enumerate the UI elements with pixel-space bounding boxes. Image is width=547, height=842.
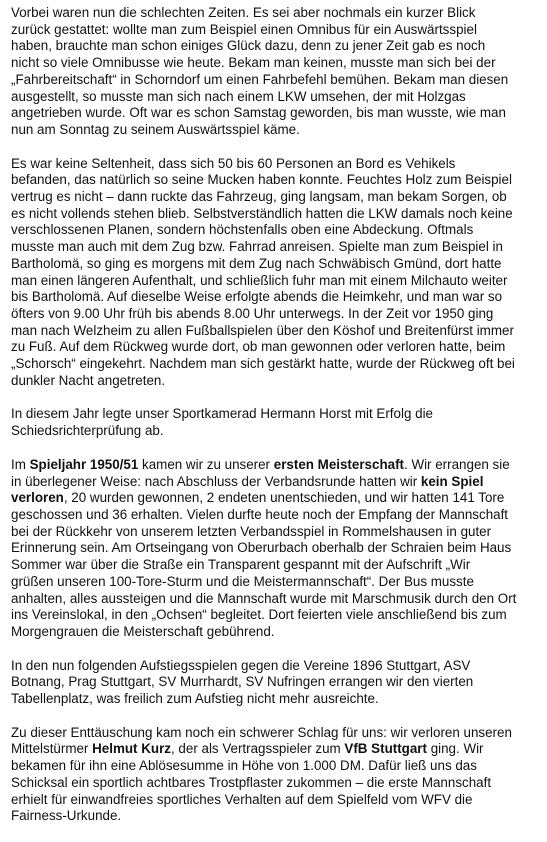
text-line: [11, 540, 541, 557]
text-segment: , der als Vertragsspieler zum: [170, 741, 345, 757]
text-segment: In diesem Jahr legte unser Sportkamerad Hermann Horst mit Erfolg die: [11, 406, 433, 422]
text-line: [11, 574, 541, 591]
text-segment: vertrug es nicht – dann ruckte das Fahrzeug, ging langsam, man bekam Sorgen, ob: [11, 189, 507, 205]
text-segment: Schicksal ein sportlich achtbares Trostpflaster zukommen – die erste Mannschaft: [11, 774, 492, 790]
text-line: [11, 156, 541, 173]
text-line: [11, 89, 541, 106]
text-line: [11, 323, 541, 340]
text-paragraph: [11, 5, 541, 139]
text-line: [11, 624, 541, 641]
text-segment: Tabellenplatz, was freilich zum Aufstieg nicht mehr ausreichte.: [11, 691, 379, 707]
text-line: [11, 105, 541, 122]
text-line: [11, 775, 541, 792]
text-segment: angetrieben wurde. Oft war es schon Samstag geworden, bis man wusste, wie man: [11, 105, 506, 121]
text-segment: bekamen für ihn eine Ablösesumme in Höhe von 1.000 DM. Dafür ließ uns das: [11, 758, 477, 774]
text-segment: Botnang, Prag Stuttgart, SV Murrhardt, SV Nufringen errangen wir den vierten: [11, 674, 474, 690]
text-segment: zurück gestattet: wollte man zum Beispiel einen Omnibus für ein Auswärtsspiel: [11, 21, 477, 37]
text-segment: Bartholomä, so ging es morgens mit dem Zug nach Schwäbisch Gmünd, dort hatte: [11, 255, 502, 271]
text-line: [11, 607, 541, 624]
text-line: [11, 591, 541, 608]
text-line: [11, 206, 541, 223]
bold-text-segment: ersten Meisterschaft: [273, 456, 404, 472]
text-line: [11, 222, 541, 239]
text-segment: „Fahrbereitschaft“ in Schorndorf um einen Fahrbefehl bemühen. Bekam man diesen: [11, 71, 509, 87]
text-segment: nun am Sonntag zu seinem Auswärtsspiel käme.: [11, 121, 300, 137]
text-segment: in überlegener Weise: nach Abschluss der Verbandsrunde hatten wir: [11, 473, 421, 489]
text-line: [11, 189, 541, 206]
text-segment: ins Vereinslokal, in den „Ochsen“ begleitet. Dort feierten viele anschließend bis zum: [11, 607, 507, 623]
text-segment: kamen wir zu unserer: [138, 456, 274, 472]
text-segment: Vorbei waren nun die schlechten Zeiten. Es sei aber nochmals ein kurzer Blick: [11, 5, 476, 20]
text-line: [11, 289, 541, 306]
text-segment: öfters von 9.00 Uhr früh bis abends 8.00 Uhr unterwegs. In der Zeit vor 1950 ging: [11, 305, 494, 321]
text-line: [11, 658, 541, 675]
text-line: [11, 808, 541, 825]
bold-text-segment: verloren: [11, 490, 64, 506]
text-line: [11, 474, 541, 491]
text-segment: es nicht vollends stehen blieb. Selbstverständlich hatten die LKW damals noch keine: [11, 205, 513, 221]
text-segment: Mittelstürmer: [11, 741, 93, 757]
text-line: [11, 557, 541, 574]
text-line: [11, 406, 541, 423]
text-segment: Im: [11, 456, 30, 472]
bold-text-segment: Helmut Kurz: [92, 741, 171, 757]
text-segment: Sommer war über die Straße ein Transparent gespannt mit der Aufschrift „Wir: [11, 557, 471, 573]
text-segment: geschossen und 36 erhalten. Vielen durfte heute noch der Empfang der Mannschaft: [11, 506, 509, 522]
text-segment: , 20 wurden gewonnen, 2 endeten unentschieden, und wir hatten 141 Tore: [63, 490, 505, 506]
text-line: [11, 122, 541, 139]
text-segment: ging. Wir: [426, 741, 484, 757]
text-paragraph: [11, 725, 541, 825]
document-page: [11, 5, 541, 842]
text-segment: bei der Rückkehr von unserem letzten Verbandsspiel in Rommelshausen in guter: [11, 523, 492, 539]
text-paragraph: [11, 156, 541, 390]
text-segment: erhielt für einwandfreies sportliches Verhalten auf dem Spielfeld vom WFV die: [11, 791, 473, 807]
text-segment: haben, brauchte man schon einiges Glück dazu, denn zu jener Zeit gab es noch: [11, 38, 486, 54]
text-line: [11, 172, 541, 189]
text-segment: Morgengrauen die Meisterschaft gebührend.: [11, 623, 275, 639]
text-paragraph: [11, 658, 541, 708]
text-segment: „Schorsch“ eingekehrt. Nachdem man sich gestärkt hatte, wurde der Rückweg oft bei: [11, 356, 515, 372]
text-line: [11, 256, 541, 273]
text-paragraph: [11, 406, 541, 439]
text-segment: Fairness-Urkunde.: [11, 808, 122, 824]
text-segment: Zu dieser Enttäuschung kam noch ein schwerer Schlag für uns: wir verloren unseren: [11, 724, 512, 740]
text-segment: grüßen unseren 100-Tore-Sturm und die Meistermannschaft“. Der Bus musste: [11, 573, 474, 589]
text-line: [11, 239, 541, 256]
text-line: [11, 356, 541, 373]
text-segment: Erinnerung sein. Am Ortseingang von Oberurbach oberhalb der Schraien beim Haus: [11, 540, 512, 556]
text-line: [11, 423, 541, 440]
text-line: [11, 373, 541, 390]
text-line: [11, 38, 541, 55]
text-line: [11, 55, 541, 72]
text-segment: verschlossenen Planen, sondern höchstenfalls oben eine Abdeckung. Oftmals: [11, 222, 474, 238]
text-segment: bis Bartholomä. Auf dieselbe Weise erfolgte abends die Heimkehr, und man war so: [11, 289, 503, 305]
text-line: [11, 758, 541, 775]
text-line: [11, 674, 541, 691]
text-line: [11, 72, 541, 89]
text-line: [11, 725, 541, 742]
text-line: [11, 22, 541, 39]
text-line: [11, 524, 541, 541]
text-line: [11, 5, 541, 22]
text-line: [11, 741, 541, 758]
text-line: [11, 490, 541, 507]
text-segment: musste man auch mit dem Zug bzw. Fahrrad anreisen. Spielte man zum Beispiel in: [11, 239, 503, 255]
text-line: [11, 691, 541, 708]
text-segment: man einen längeren Aufenthalt, und schließlich fuhr man mit einem Milchauto weiter: [11, 272, 508, 288]
text-line: [11, 339, 541, 356]
text-segment: Es war keine Seltenheit, dass sich 50 bis 60 Personen an Bord es Vehikels: [11, 155, 456, 171]
text-segment: ausgestellt, so musste man sich nach einem LKW umsehen, der mit Holzgas: [11, 88, 466, 104]
text-segment: zu Fuß. Auf dem Rückweg wurde dort, ob man gewonnen oder verloren hatte, beim: [11, 339, 506, 355]
text-line: [11, 273, 541, 290]
text-segment: nicht so viele Omnibusse wie heute. Bekam man keinen, musste man sich bei der: [11, 55, 496, 71]
text-segment: dunkler Nacht angetreten.: [11, 372, 166, 388]
text-line: [11, 306, 541, 323]
text-line: [11, 457, 541, 474]
text-segment: befanden, das natürlich so seine Mucken haben konnte. Feuchtes Holz zum Beispiel: [11, 172, 512, 188]
text-segment: man nach Welzheim zu allen Fußballspielen über den Köshof und Breitenfürst immer: [11, 322, 514, 338]
text-segment: anhalten, alles aussteigen und die Mannschaft wurde mit Marschmusik durch den Ort: [11, 590, 517, 606]
text-segment: . Wir errangen sie: [404, 456, 510, 472]
bold-text-segment: Spieljahr 1950/51: [29, 456, 139, 472]
bold-text-segment: VfB Stuttgart: [344, 741, 427, 757]
text-line: [11, 507, 541, 524]
bold-text-segment: kein Spiel: [420, 473, 484, 489]
text-paragraph: [11, 457, 541, 641]
text-segment: Schiedsrichterprüfung ab.: [11, 423, 164, 439]
text-segment: In den nun folgenden Aufstiegsspielen gegen die Vereine 1896 Stuttgart, ASV: [11, 657, 471, 673]
